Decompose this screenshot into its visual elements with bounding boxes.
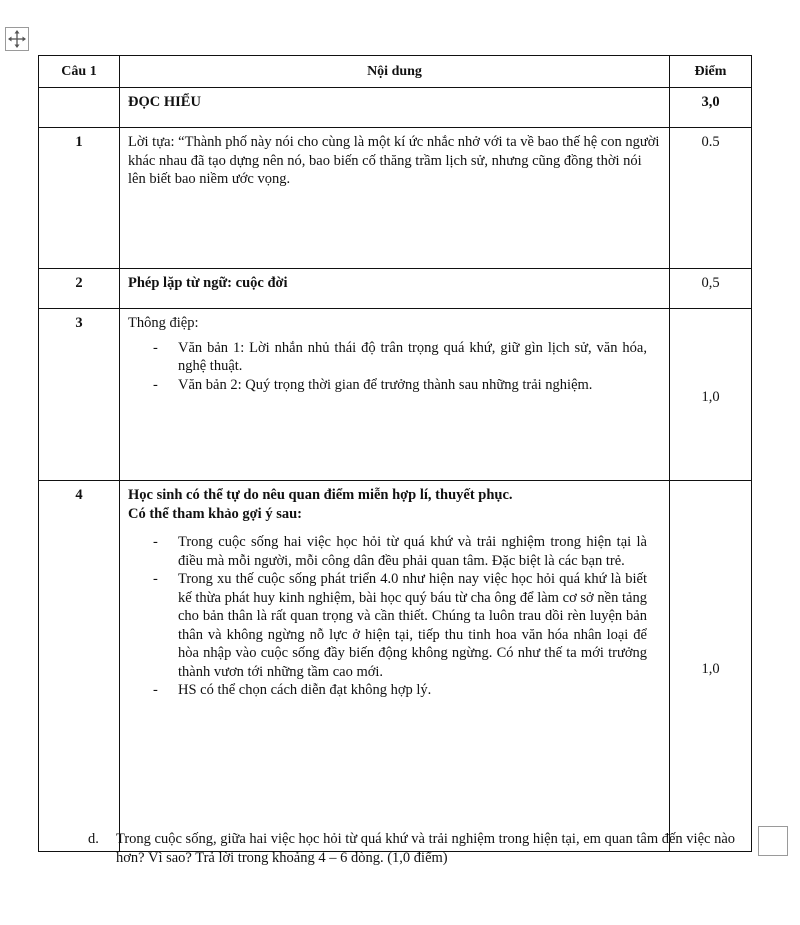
row-content: [120, 481, 670, 852]
list-item: - Văn bản 1: Lời nhắn nhủ thái độ trân trọng quá khứ, giữ gìn lịch sử, văn hóa, nghệ thuật.: [153, 339, 661, 376]
list-item: - Trong xu thế cuộc sống phát triển 4.0 như hiện nay việc học hỏi quá khứ là biết kế thừa phát huy kinh nghiệm, bài học quý báu từ cha ông để làm cơ sở nền tảng cho bản thân là rất quan trọng và cần thiết. Chúng ta luôn trau dồi rèn luyện bản thân và không ngừng nỗ lực ở hiện tại, tiếp thu tinh hoa văn hóa nhân loại để hòa nhập vào cuộc sống đầy biến động không ngừng. Có như thế ta mới trưởng thành vươn tới những tầm cao mới.: [153, 570, 661, 681]
table-header-row: [39, 56, 752, 88]
table-row: [39, 128, 752, 269]
row-content: Phép lặp từ ngữ: cuộc đời: [120, 269, 670, 309]
table-row-section: [39, 88, 752, 128]
header-score: Điểm: [670, 56, 752, 88]
row-score: 0,5: [670, 269, 752, 309]
list-item: - Văn bản 2: Quý trọng thời gian để trưởng thành sau những trải nghiệm.: [153, 376, 661, 395]
table-row: [39, 481, 752, 852]
row-number: 2: [39, 269, 120, 309]
section-title: ĐỌC HIỂU: [120, 88, 670, 128]
move-arrows-icon: [6, 28, 28, 50]
answer-key-table: [38, 55, 752, 852]
table-move-handle-icon[interactable]: [5, 27, 29, 51]
row-score: 1,0: [670, 309, 752, 481]
list-item: - HS có thể chọn cách diễn đạt không hợp lý.: [153, 681, 661, 700]
bullet-list: [128, 533, 661, 700]
bullet-list: [128, 339, 661, 395]
table-row: [39, 269, 752, 309]
row-number: 4: [39, 481, 120, 852]
row-score: 0.5: [670, 128, 752, 269]
question-d: [88, 830, 748, 867]
header-content: Nội dung: [120, 56, 670, 88]
row-score: 1,0: [670, 481, 752, 852]
row-intro: Thông điệp:: [128, 315, 199, 331]
row-intro-line2: Có thể tham khảo gợi ý sau:: [128, 505, 302, 522]
row-content: [120, 309, 670, 481]
question-d-label: d.: [88, 831, 99, 847]
row-number: 3: [39, 309, 120, 481]
table-row: [39, 309, 752, 481]
question-d-text: Trong cuộc sống, giữa hai việc học hỏi từ quá khứ và trải nghiệm trong hiện tại, em quan tâm đến việc nào hơn? Vì sao? Trả lời trong khoảng 4 – 6 dòng. (1,0 điểm): [116, 831, 736, 866]
section-score: 3,0: [670, 88, 752, 128]
section-num-cell: [39, 88, 120, 128]
row-number: 1: [39, 128, 120, 269]
header-question: Câu 1: [39, 56, 120, 88]
row-content: Lời tựa: “Thành phố này nói cho cùng là một kí ức nhắc nhở với ta về bao thế hệ con người khác nhau đã tạo dựng nên nó, bao biến cố thăng trầm lịch sử, nhưng cũng đồng thời nói lên biết bao niềm ước vọng.: [120, 128, 670, 269]
empty-cell-box[interactable]: [758, 826, 788, 856]
row-intro-line1: Học sinh có thể tự do nêu quan điểm miễn hợp lí, thuyết phục.: [128, 487, 513, 503]
list-item: - Trong cuộc sống hai việc học hỏi từ quá khứ và trải nghiệm trong hiện tại là điều mà mỗi người, mỗi công dân đều phải quan tâm. Đặc biệt là các bạn trẻ.: [153, 533, 661, 570]
